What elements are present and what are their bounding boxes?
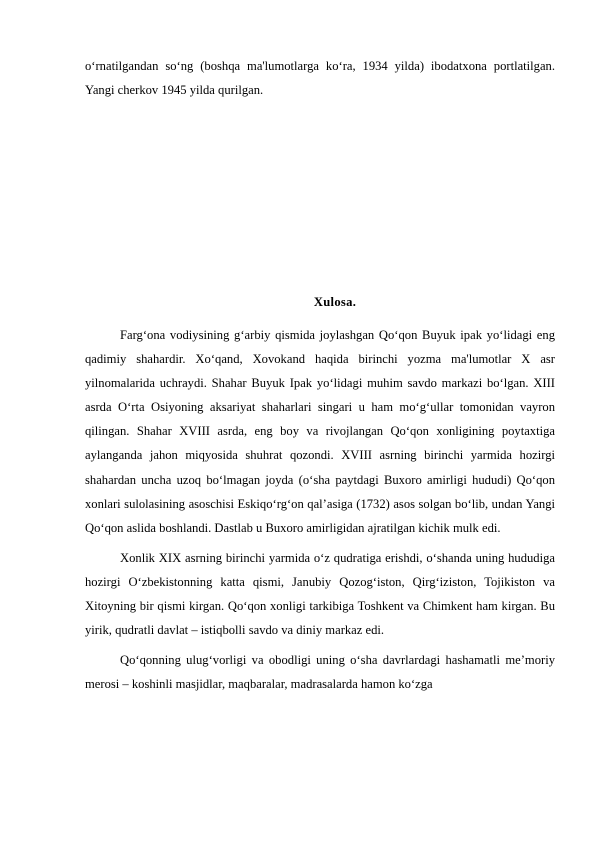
continuation-paragraph: o‘rnatilgandan so‘ng (boshqa ma'lumotlarga ko‘ra, 1934 yilda) ibodatxona portlatilgan. Yangi cherkov 1945 yilda qurilgan. (85, 59, 555, 98)
body-paragraph-3: Qo‘qonning ulug‘vorligi va obodligi uning o‘sha davrlardagi hashamatli me’moriy merosi – koshinli masjidlar, maqbaralar, madrasalarda hamon ko‘zga (85, 653, 555, 692)
section-heading: Xulosa. (313, 295, 357, 309)
section-body (85, 323, 555, 696)
body-paragraph-2: Xonlik XIX asrning birinchi yarmida o‘z qudratiga erishdi, o‘shanda uning hududiga hozirgi O‘zbekistonning katta qismi, Janubiy Qozog‘iston, Qirg‘iziston, Tojikiston va Xitoyning bir qismi kirgan. Qo‘qon xonligi tarkibiga Toshkent va Chimkent ham kirgan. Bu yirik, qudratli davlat – istiqbolli savdo va diniy markaz edi. (85, 550, 555, 638)
body-paragraph-1: Farg‘ona vodiysining g‘arbiy qismida joylashgan Qo‘qon Buyuk ipak yo‘lidagi eng qadimiy shahardir. Xo‘qand, Xovokand haqida birinchi yozma ma'lumotlar X asr yilnomalarida uchraydi. Shahar Buyuk Ipak yo‘lidagi muhim savdo markazi bo‘lgan. XIII asrda O‘rta Osiyoning aksariyat shaharlari singari u ham mo‘g‘ullar tomonidan vayron qilingan. Shahar XVIII asrda, eng boy va rivojlangan Qo‘qon xonligining poytaxtiga aylanganda jahon miqyosida shuhrat qozondi. XVIII asrning birinchi yarmida hozirgi shahardan uncha uzoq bo‘lmagan joyda (o‘sha paytdagi Buxoro amirligi hududi) Qo‘qon xonlari sulolasining asoschisi Eskiqo‘rg‘on qal’asiga (1732) asos solgan bo‘lib, undan Yangi Qo‘qon aslida boshlandi. Dastlab u Buxoro amirligidan ajratilgan kichik mulk edi. (85, 328, 555, 535)
